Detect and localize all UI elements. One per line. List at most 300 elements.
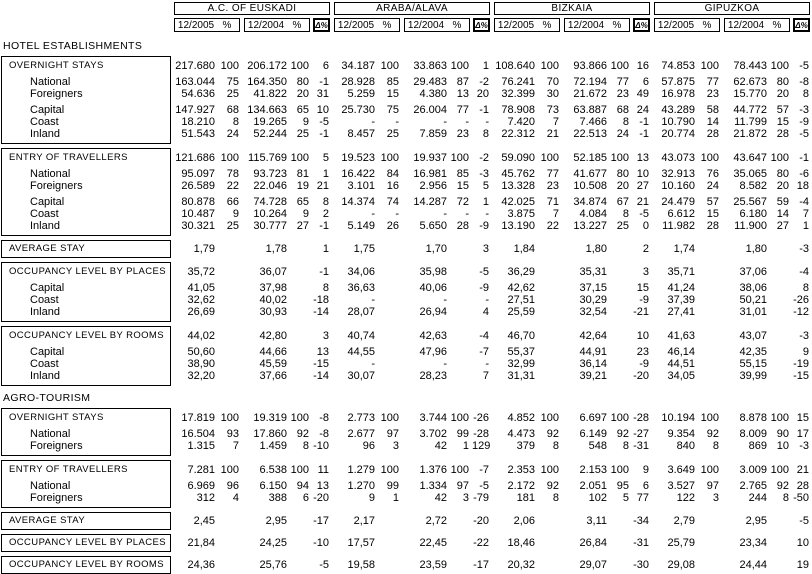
value-cell: 100: [700, 412, 719, 424]
value-cell: 8: [782, 492, 789, 504]
value-cell: 35.065: [733, 168, 767, 180]
value-cell: 71: [546, 196, 559, 208]
column-header-group-a-c-of-euskadi: [172, 18, 332, 34]
value-cell: 40,02: [259, 294, 287, 306]
value-cell: 65: [296, 196, 309, 208]
value-cell: 13: [316, 346, 329, 358]
value-cell: 97: [456, 480, 469, 492]
value-cell: 36,63: [347, 282, 375, 294]
value-cell: 25.730: [341, 104, 375, 116]
table-row-entry-of-travellers: [0, 152, 812, 164]
row-label: National: [30, 480, 71, 492]
value-cell: 5.149: [347, 220, 375, 232]
value-cell: -1: [319, 76, 329, 88]
value-cell: 95: [616, 480, 629, 492]
value-cell: 44,66: [259, 346, 287, 358]
value-cell: 19.319: [253, 412, 287, 424]
value-cell: 96: [362, 440, 375, 452]
value-cell: 49: [636, 88, 649, 100]
value-cell: 8: [482, 128, 489, 140]
value-cell: 22.513: [573, 128, 607, 140]
value-cell: 100: [450, 60, 469, 72]
value-cell: 52.244: [253, 128, 287, 140]
value-cell: 24: [616, 128, 629, 140]
period-current-header-box: [174, 18, 240, 32]
value-cell: 13: [456, 88, 469, 100]
value-cell: 63.887: [573, 104, 607, 116]
value-cell: 25: [226, 88, 239, 100]
value-cell: 27: [296, 220, 309, 232]
value-cell: 100: [770, 412, 789, 424]
row-label: Foreigners: [30, 88, 83, 100]
value-cell: 22: [226, 180, 239, 192]
value-cell: 30,07: [347, 370, 375, 382]
section-box-occupancy-level-by-rooms: [0, 556, 812, 574]
value-cell: -3: [799, 104, 809, 116]
value-cell: 100: [700, 152, 719, 164]
table-row-foreigners: [0, 180, 812, 192]
value-cell: 37,15: [579, 282, 607, 294]
value-cell: -: [371, 208, 375, 220]
value-cell: 164.350: [247, 76, 287, 88]
value-cell: 18.210: [181, 116, 215, 128]
value-cell: 8: [622, 440, 629, 452]
value-cell: 39,99: [739, 370, 767, 382]
value-cell: 25: [386, 128, 399, 140]
value-cell: 115.769: [248, 152, 287, 164]
value-cell: 23: [706, 88, 719, 100]
value-cell: 1,84: [513, 243, 535, 255]
delta-percent-header: Δ%: [473, 18, 490, 32]
value-cell: 26,84: [579, 537, 607, 549]
percent-label: %: [702, 19, 712, 31]
table-row-national: [0, 76, 812, 88]
value-cell: 100: [700, 60, 719, 72]
value-cell: 19: [796, 559, 809, 571]
value-cell: 59.090: [501, 152, 535, 164]
value-cell: 24: [706, 180, 719, 192]
value-cell: 10.487: [181, 208, 215, 220]
value-cell: 1.315: [187, 440, 215, 452]
value-cell: -1: [639, 116, 649, 128]
table-row-coast: [0, 116, 812, 128]
period-current-label: 12/2005: [177, 19, 215, 31]
value-cell: 181: [516, 492, 535, 504]
value-cell: -28: [633, 412, 649, 424]
value-cell: 80: [776, 76, 789, 88]
value-cell: 30: [546, 88, 559, 100]
value-cell: -1: [639, 128, 649, 140]
value-cell: 25: [226, 220, 239, 232]
value-cell: 77: [706, 76, 719, 88]
value-cell: 100: [220, 152, 239, 164]
value-cell: 92: [546, 428, 559, 440]
value-cell: 13: [316, 480, 329, 492]
value-cell: -: [485, 208, 489, 220]
value-cell: 42,62: [507, 282, 535, 294]
percent-label: %: [542, 19, 552, 31]
value-cell: 11.982: [662, 220, 695, 232]
row-label: OCCUPANCY LEVEL BY ROOMS: [9, 330, 164, 341]
section-box-average-stay: [0, 240, 812, 258]
value-cell: 9: [232, 208, 239, 220]
value-cell: 11.900: [734, 220, 767, 232]
table-row-occupancy-level-by-rooms: [0, 559, 812, 571]
value-cell: 35,98: [419, 266, 447, 278]
value-cell: 85: [456, 168, 469, 180]
percent-label: %: [382, 19, 392, 31]
value-cell: -: [395, 208, 399, 220]
value-cell: 9: [302, 208, 309, 220]
table-row-inland: [0, 220, 812, 232]
value-cell: 90: [776, 428, 789, 440]
value-cell: 38,90: [187, 358, 215, 370]
value-cell: -: [395, 116, 399, 128]
value-cell: 1: [322, 243, 329, 255]
table-row-coast: [0, 294, 812, 306]
value-cell: 42: [434, 440, 447, 452]
value-cell: 45,59: [259, 358, 287, 370]
value-cell: 100: [290, 60, 309, 72]
value-cell: 100: [610, 152, 629, 164]
value-cell: 68: [226, 104, 239, 116]
value-cell: -20: [313, 492, 329, 504]
value-cell: 19,58: [347, 559, 375, 571]
section-box-occupancy-level-by-places: [0, 262, 812, 322]
row-label: Inland: [30, 370, 60, 382]
period-previous-label: 12/2004: [407, 19, 445, 31]
row-label: Foreigners: [30, 180, 83, 192]
value-cell: 3,11: [586, 515, 607, 527]
value-cell: 6.538: [259, 464, 287, 476]
row-label: Coast: [30, 294, 59, 306]
value-cell: -: [485, 116, 489, 128]
value-cell: 78.908: [501, 104, 535, 116]
value-cell: 6.180: [739, 208, 767, 220]
value-cell: 1: [482, 60, 489, 72]
value-cell: 99: [386, 480, 399, 492]
value-cell: 4.852: [507, 412, 535, 424]
value-cell: 34,05: [667, 370, 695, 382]
value-cell: 54.636: [181, 88, 215, 100]
value-cell: 8.878: [739, 412, 767, 424]
value-cell: 21: [796, 464, 809, 476]
value-cell: 8: [322, 196, 329, 208]
value-cell: 15: [776, 116, 789, 128]
value-cell: 13: [636, 152, 649, 164]
value-cell: 57.875: [661, 76, 695, 88]
value-cell: 80.878: [181, 196, 215, 208]
value-cell: 19.265: [253, 116, 287, 128]
value-cell: 5: [622, 492, 629, 504]
value-cell: 22,45: [419, 537, 447, 549]
table-row-coast: [0, 358, 812, 370]
table-row-average-stay: [0, 243, 812, 255]
value-cell: 3.702: [419, 428, 447, 440]
value-cell: 32,62: [187, 294, 215, 306]
value-cell: -3: [799, 330, 809, 342]
table-row-entry-of-travellers: [0, 464, 812, 476]
value-cell: 27,51: [507, 294, 535, 306]
value-cell: 10: [636, 168, 649, 180]
value-cell: -14: [313, 370, 329, 382]
value-cell: 2,95: [745, 515, 767, 527]
section-box-occupancy-level-by-rooms: [0, 326, 812, 386]
value-cell: 27,41: [667, 306, 695, 318]
value-cell: 100: [540, 412, 559, 424]
value-cell: 74.853: [661, 60, 695, 72]
value-cell: 16.504: [181, 428, 215, 440]
value-cell: 23: [616, 88, 629, 100]
period-current-header-box: [494, 18, 560, 32]
value-cell: -3: [479, 168, 489, 180]
value-cell: 16.422: [341, 168, 375, 180]
value-cell: 21,84: [187, 537, 215, 549]
value-cell: 100: [220, 412, 239, 424]
value-cell: 121.686: [175, 152, 215, 164]
value-cell: 15: [636, 282, 649, 294]
column-header-group-araba-alava: [332, 18, 492, 34]
value-cell: -21: [633, 306, 649, 318]
value-cell: 44,02: [187, 330, 215, 342]
value-cell: 100: [450, 412, 469, 424]
value-cell: 45.762: [501, 168, 535, 180]
value-cell: 5: [322, 152, 329, 164]
value-cell: 7.281: [187, 464, 215, 476]
value-cell: 100: [380, 412, 399, 424]
value-cell: 14: [776, 208, 789, 220]
value-cell: 28: [706, 220, 719, 232]
value-cell: 2,72: [425, 515, 447, 527]
value-cell: 28: [706, 128, 719, 140]
region-header-bizkaia: BIZKAIA: [494, 2, 650, 15]
table-row-national: [0, 168, 812, 180]
value-cell: 66: [226, 196, 239, 208]
value-cell: -: [371, 358, 375, 370]
value-cell: 25: [616, 220, 629, 232]
value-cell: 31: [316, 88, 329, 100]
value-cell: 55,15: [739, 358, 767, 370]
table-row-national: [0, 428, 812, 440]
value-cell: -1: [319, 266, 329, 278]
value-cell: 85: [386, 76, 399, 88]
value-cell: 23: [546, 180, 559, 192]
value-cell: 3: [482, 243, 489, 255]
value-cell: 23: [456, 128, 469, 140]
value-cell: 37,98: [259, 282, 287, 294]
value-cell: 58: [706, 104, 719, 116]
value-cell: 44.772: [733, 104, 767, 116]
value-cell: 10: [316, 104, 329, 116]
value-cell: 10.160: [661, 180, 695, 192]
table-row-occupancy-level-by-rooms: [0, 330, 812, 342]
row-label: AVERAGE STAY: [9, 515, 86, 526]
value-cell: -5: [639, 208, 649, 220]
value-cell: -22: [473, 537, 489, 549]
value-cell: -8: [799, 76, 809, 88]
table-row-overnight-stays: [0, 60, 812, 72]
value-cell: -: [443, 208, 447, 220]
value-cell: 17,57: [347, 537, 375, 549]
value-cell: 2.773: [347, 412, 375, 424]
value-cell: -20: [633, 370, 649, 382]
value-cell: -31: [633, 537, 649, 549]
value-cell: 18: [796, 180, 809, 192]
value-cell: -5: [799, 60, 809, 72]
value-cell: -5: [319, 116, 329, 128]
value-cell: 80: [616, 168, 629, 180]
value-cell: 2,79: [673, 515, 695, 527]
section-box-average-stay: [0, 512, 812, 530]
column-header-row: [172, 18, 812, 34]
value-cell: 36,29: [507, 266, 535, 278]
value-cell: 108.640: [495, 60, 535, 72]
value-cell: 26.004: [413, 104, 447, 116]
value-cell: 41,05: [187, 282, 215, 294]
value-cell: -17: [473, 559, 489, 571]
value-cell: 42,80: [259, 330, 287, 342]
value-cell: 25,59: [507, 306, 535, 318]
value-cell: 1,79: [193, 243, 215, 255]
value-cell: -: [371, 294, 375, 306]
table-row-capital: [0, 196, 812, 208]
value-cell: 36,07: [259, 266, 287, 278]
value-cell: -26: [793, 294, 809, 306]
value-cell: 27: [776, 220, 789, 232]
percent-label: %: [612, 19, 622, 31]
value-cell: 32,20: [187, 370, 215, 382]
value-cell: 6.150: [259, 480, 287, 492]
row-label: Coast: [30, 358, 59, 370]
value-cell: 25,76: [259, 559, 287, 571]
value-cell: 100: [610, 464, 629, 476]
value-cell: 78.443: [733, 60, 767, 72]
value-cell: 16: [636, 60, 649, 72]
value-cell: 22.312: [501, 128, 535, 140]
value-cell: 312: [196, 492, 215, 504]
value-cell: 100: [610, 60, 629, 72]
value-cell: 37,06: [739, 266, 767, 278]
value-cell: 39,21: [579, 370, 607, 382]
row-label: OVERNIGHT STAYS: [9, 60, 104, 71]
value-cell: 73: [546, 104, 559, 116]
value-cell: 100: [700, 464, 719, 476]
value-cell: 379: [516, 440, 535, 452]
value-cell: 8.009: [739, 428, 767, 440]
value-cell: 8: [322, 282, 329, 294]
value-cell: 1.459: [259, 440, 287, 452]
value-cell: 26,94: [419, 306, 447, 318]
value-cell: 100: [450, 152, 469, 164]
value-cell: 13.328: [501, 180, 535, 192]
value-cell: 31,31: [507, 370, 535, 382]
value-cell: 3: [462, 492, 469, 504]
value-cell: 2.353: [507, 464, 535, 476]
value-cell: 3.875: [507, 208, 535, 220]
value-cell: -: [443, 294, 447, 306]
region-header-row: [172, 2, 812, 16]
value-cell: -2: [479, 152, 489, 164]
value-cell: 25.567: [733, 196, 767, 208]
value-cell: 32.399: [501, 88, 535, 100]
value-cell: 100: [380, 60, 399, 72]
value-cell: 20,32: [507, 559, 535, 571]
value-cell: 388: [268, 492, 287, 504]
percent-label: %: [222, 19, 232, 31]
region-header-gipuzkoa: GIPUZKOA: [654, 2, 810, 15]
value-cell: 97: [386, 428, 399, 440]
value-cell: -6: [799, 168, 809, 180]
value-cell: 44,55: [347, 346, 375, 358]
column-header-group-gipuzkoa: [652, 18, 812, 34]
value-cell: 6.149: [579, 428, 607, 440]
value-cell: 24,44: [739, 559, 767, 571]
value-cell: 37,66: [259, 370, 287, 382]
value-cell: -: [465, 116, 469, 128]
value-cell: 217.680: [175, 60, 215, 72]
value-cell: 6: [302, 492, 309, 504]
value-cell: 21: [316, 180, 329, 192]
value-cell: 2,06: [513, 515, 535, 527]
value-cell: 30.777: [253, 220, 287, 232]
value-cell: 1.376: [419, 464, 447, 476]
value-cell: 57: [776, 104, 789, 116]
value-cell: 44,91: [579, 346, 607, 358]
value-cell: 44,51: [667, 358, 695, 370]
row-label: Capital: [30, 104, 65, 116]
value-cell: 32,99: [507, 358, 535, 370]
value-cell: 30,29: [579, 294, 607, 306]
value-cell: 17.819: [181, 412, 215, 424]
value-cell: 8: [802, 282, 809, 294]
row-label: OCCUPANCY LEVEL BY PLACES: [9, 266, 166, 277]
value-cell: 40,06: [419, 282, 447, 294]
value-cell: 100: [540, 464, 559, 476]
value-cell: 17.860: [253, 428, 287, 440]
row-label: Capital: [30, 346, 65, 358]
value-cell: 102: [588, 492, 607, 504]
period-previous-label: 12/2004: [727, 19, 765, 31]
value-cell: 93: [226, 428, 239, 440]
value-cell: 34.874: [573, 196, 607, 208]
delta-percent-header: Δ%: [633, 18, 650, 32]
value-cell: -28: [473, 428, 489, 440]
value-cell: 11: [317, 464, 329, 476]
value-cell: 77: [546, 168, 559, 180]
value-cell: 100: [770, 464, 789, 476]
value-cell: 96: [226, 480, 239, 492]
value-cell: 21.872: [733, 128, 767, 140]
value-cell: 76.241: [501, 76, 535, 88]
value-cell: 8.457: [347, 128, 375, 140]
value-cell: 129: [472, 440, 491, 452]
value-cell: 72.194: [573, 76, 607, 88]
value-cell: 95.097: [181, 168, 215, 180]
value-cell: 6.612: [667, 208, 695, 220]
value-cell: 100: [610, 412, 629, 424]
value-cell: 2,17: [353, 515, 375, 527]
value-cell: 46,70: [507, 330, 535, 342]
value-cell: 100: [220, 464, 239, 476]
value-cell: 32.913: [661, 168, 695, 180]
value-cell: 3: [642, 266, 649, 278]
value-cell: -4: [799, 196, 809, 208]
value-cell: 42,64: [579, 330, 607, 342]
value-cell: 77: [456, 104, 469, 116]
value-cell: -26: [473, 412, 489, 424]
value-cell: 7: [232, 440, 239, 452]
value-cell: 92: [546, 480, 559, 492]
